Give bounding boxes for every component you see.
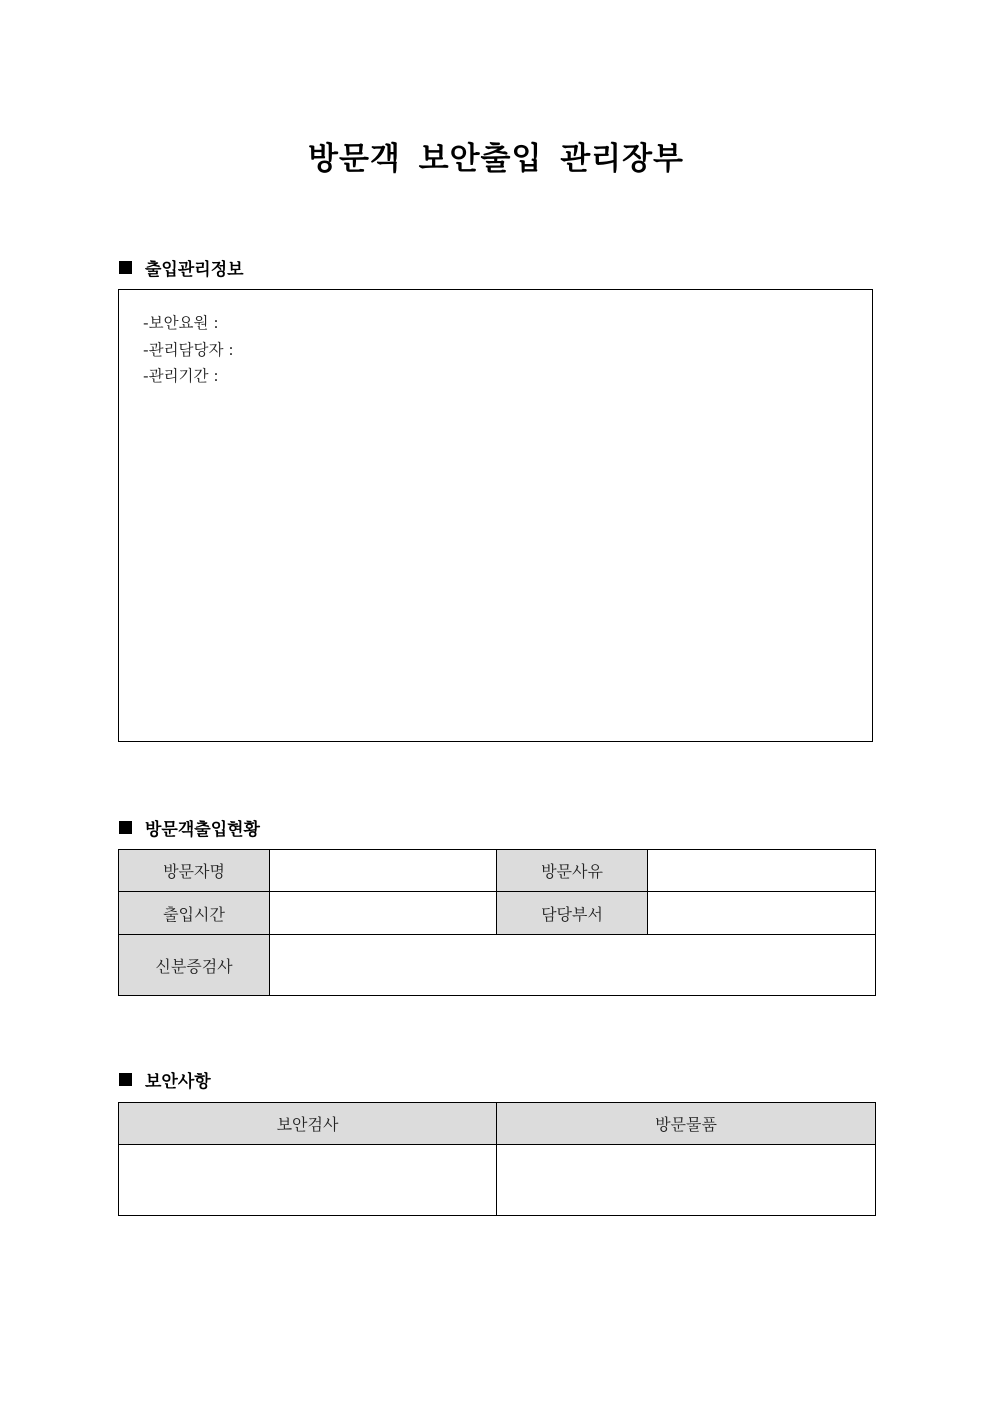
id-check-label: 신분증검사 — [119, 935, 270, 996]
section-heading-visitor-status — [119, 815, 260, 840]
table-row — [119, 892, 876, 935]
page-title: 방문객 보안출입 관리장부 — [308, 141, 684, 177]
security-check-header: 보안검사 — [119, 1103, 497, 1145]
visitor-status-table — [118, 849, 876, 996]
id-check-field[interactable] — [270, 935, 876, 996]
entry-time-field[interactable] — [270, 892, 497, 935]
square-bullet-icon — [119, 1073, 132, 1086]
visitor-name-label: 방문자명 — [119, 850, 270, 892]
square-bullet-icon — [119, 821, 132, 834]
security-check-field[interactable] — [119, 1145, 497, 1216]
section-heading-security-items — [119, 1067, 211, 1092]
visit-items-field[interactable] — [497, 1145, 876, 1216]
visit-reason-field[interactable] — [648, 850, 876, 892]
table-header-row — [119, 1103, 876, 1145]
security-guard-line: -보안요원 : — [143, 314, 219, 332]
table-row — [119, 1145, 876, 1216]
section-heading-label: 보안사항 — [145, 1072, 211, 1092]
visit-items-header: 방문물품 — [497, 1103, 876, 1145]
access-info-lines — [143, 310, 234, 390]
visit-reason-label: 방문사유 — [497, 850, 648, 892]
table-row — [119, 935, 876, 996]
visitor-name-field[interactable] — [270, 850, 497, 892]
section-heading-access-info — [119, 255, 244, 280]
manager-line: -관리담당자 : — [143, 340, 234, 359]
security-items-table — [118, 1102, 876, 1216]
access-info-box[interactable] — [118, 289, 873, 742]
department-field[interactable] — [648, 892, 876, 935]
department-label: 담당부서 — [497, 892, 648, 935]
entry-time-label: 출입시간 — [119, 892, 270, 935]
management-period-line: -관리기간 : — [143, 367, 219, 385]
table-row — [119, 850, 876, 892]
section-heading-label: 출입관리정보 — [145, 260, 244, 280]
section-heading-label: 방문객출입현황 — [145, 820, 260, 840]
square-bullet-icon — [119, 261, 132, 274]
